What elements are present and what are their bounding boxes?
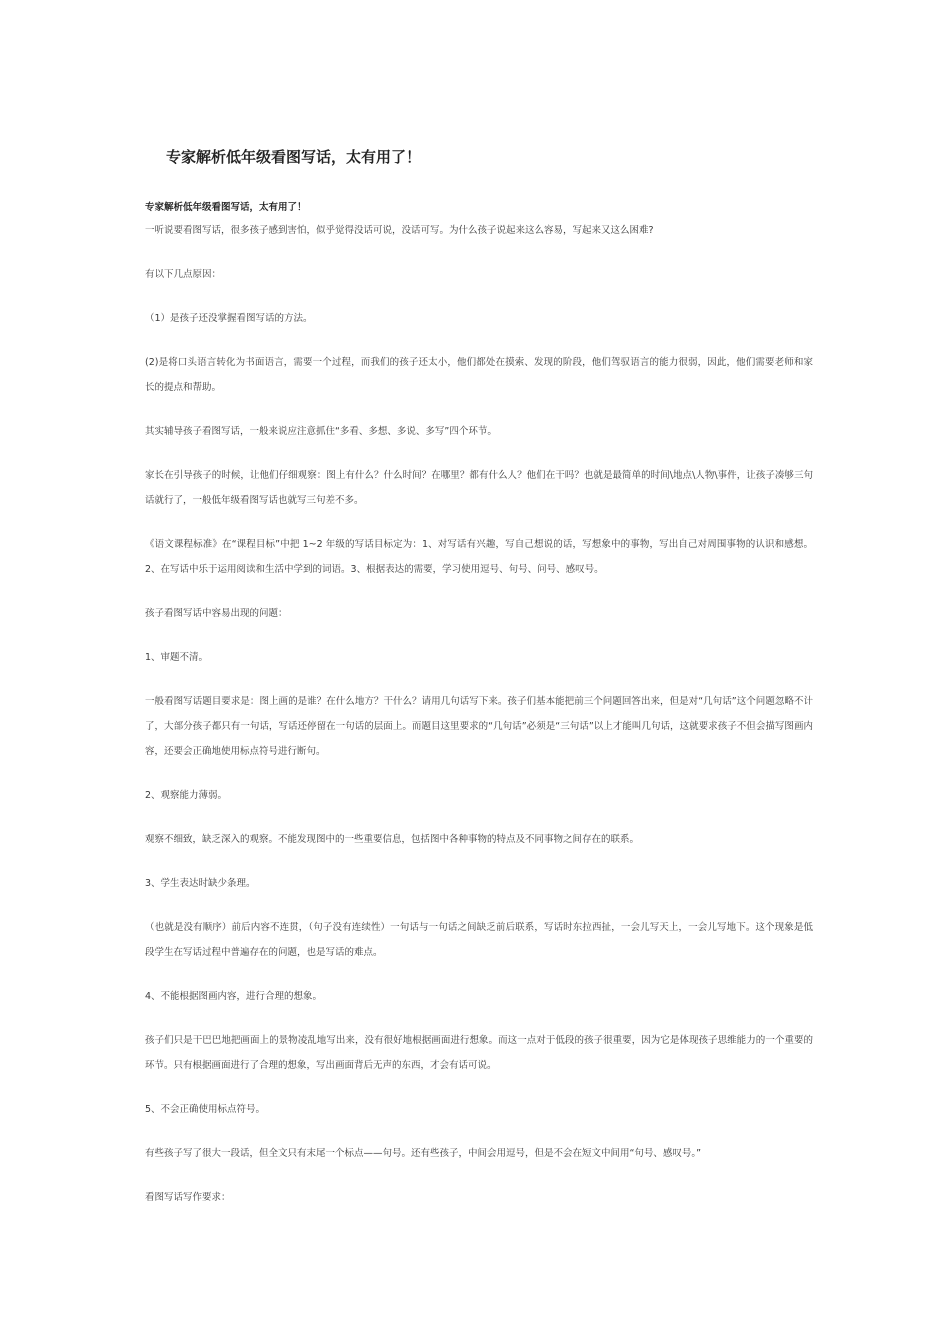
paragraph-requirements-heading: 看图写话写作要求： — [145, 1192, 231, 1203]
paragraph-problem-2-title: 2、观察能力薄弱。 — [145, 790, 228, 801]
paragraph-intro: 一听说要看图写话，很多孩子感到害怕，似乎觉得没话可说，没话可写。为什么孩子说起来这么容易，写起来又这么困难? — [145, 225, 654, 236]
document-title: 专家解析低年级看图写话，太有用了！ — [166, 148, 422, 166]
paragraph-problem-4-detail: 孩子们只是干巴巴地把画面上的景物凌乱地写出来，没有很好地根据画面进行想象。而这一点对于低段的孩子很重要，因为它是体现孩子思维能力的一个重要的环节。只有根据画面进行了合理的想象，写出画面背后无声的东西，才会有话可说。 — [145, 1035, 813, 1071]
paragraph-reasons-heading: 有以下几点原因： — [145, 269, 222, 280]
paragraph-reason-1: （1）是孩子还没掌握看图写话的方法。 — [145, 313, 313, 324]
paragraph-problem-2-detail: 观察不细致，缺乏深入的观察。不能发现图中的一些重要信息，包括图中各种事物的特点及不同事物之间存在的联系。 — [145, 834, 640, 845]
article-subtitle: 专家解析低年级看图写话，太有用了！ — [145, 202, 307, 213]
paragraph-problem-4-title: 4、不能根据图画内容，进行合理的想象。 — [145, 991, 323, 1002]
paragraph-problem-1-detail: 一般看图写话题目要求是：图上画的是谁？在什么地方？干什么？请用几句话写下来。孩子们基本能把前三个问题回答出来，但是对“几句话”这个问题忽略不计了，大部分孩子都只有一句话，写话还停留在一句话的层面上。而题目这里要求的“几句话”必须是“三句话”以上才能叫几句话，这就要求孩子不但会描写图画内容，还要会正确地使用标点符号进行断句。 — [145, 696, 813, 757]
paragraph-problem-5-title: 5、不会正确使用标点符号。 — [145, 1104, 266, 1115]
paragraph-problem-3-title: 3、学生表达时缺少条理。 — [145, 878, 256, 889]
paragraph-problem-1-title: 1、审题不清。 — [145, 652, 209, 663]
paragraph-problem-5-detail: 有些孩子写了很大一段话，但全文只有末尾一个标点——句号。还有些孩子，中间会用逗号，但是不会在短文中间用“句号、感叹号。” — [145, 1148, 702, 1159]
paragraph-reason-2: (2)是将口头语言转化为书面语言，需要一个过程，而我们的孩子还太小，他们都处在摸索、发现的阶段，他们驾驭语言的能力很弱，因此，他们需要老师和家长的提点和帮助。 — [145, 357, 813, 393]
paragraph-problem-3-detail: （也就是没有顺序）前后内容不连贯，（句子没有连续性）一句话与一句话之间缺乏前后联系，写话时东拉西扯，一会儿写天上，一会儿写地下。这个现象是低段学生在写话过程中普遍存在的问题，也是写话的难点。 — [145, 922, 813, 958]
paragraph-parent-guidance: 家长在引导孩子的时候，让他们仔细观察：图上有什么？什么时间？在哪里？都有什么人？他们在干吗？也就是最简单的时间\地点\人物\事件，让孩子凑够三句话就行了，一般低年级看图写话也就写三句差不多。 — [145, 470, 813, 506]
document-body — [145, 201, 813, 1210]
paragraph-problems-heading: 孩子看图写话中容易出现的问题： — [145, 608, 288, 619]
paragraph-four-steps: 其实辅导孩子看图写话，一般来说应注意抓住“多看、多想、多说、多写”四个环节。 — [145, 426, 497, 437]
paragraph-curriculum-standard: 《语文课程标准》在“课程目标”中把 1~2 年级的写话目标定为：1、对写话有兴趣，写自己想说的话，写想象中的事物，写出自己对周围事物的认识和感想。2、在写话中乐于运用阅读和生活中学到的词语。3、根据表达的需要，学习使用逗号、句号、问号、感叹号。 — [145, 539, 813, 575]
